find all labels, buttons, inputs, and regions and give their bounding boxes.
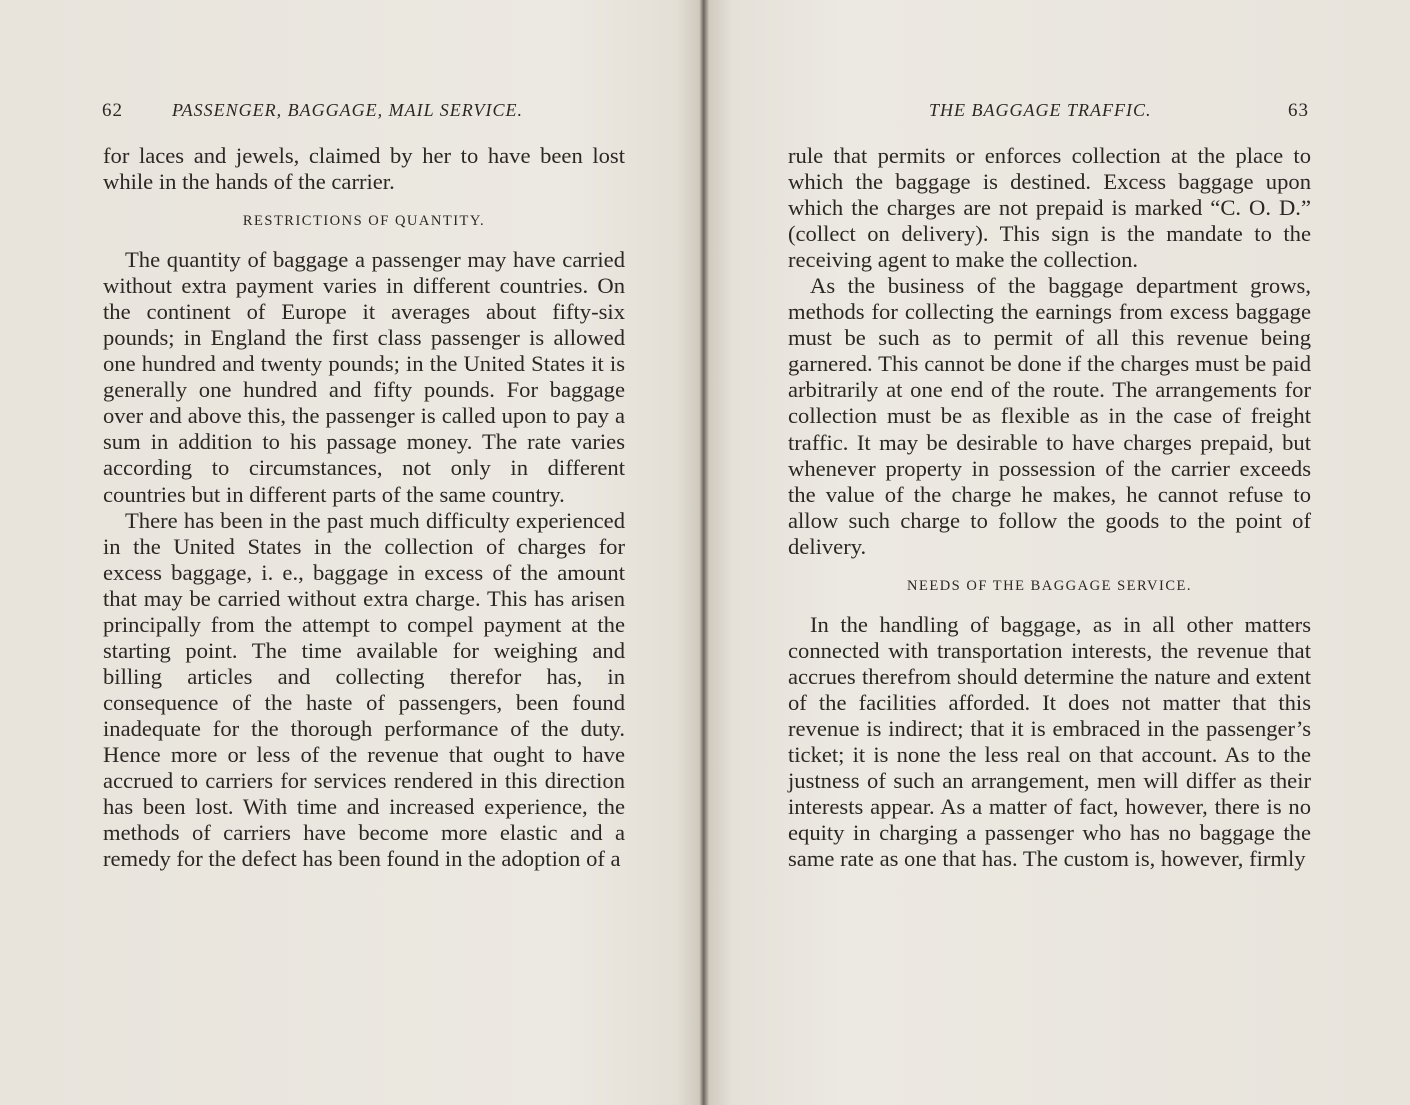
right-body-text: [788, 143, 1311, 872]
right-page: [705, 0, 1410, 1105]
left-paragraph-2: The quantity of baggage a passenger may have carried without extra payment varies in different countries. On the continent of Europe it averages about fifty-six pounds; in England the first class passenger is allowed one hundred and twenty pounds; in the United States it is generally one hundred and fifty pounds. For baggage over and above this, the passenger is called upon to pay a sum in addition to his passage money. The rate varies according to circumstances, not only in different countries but in different parts of the same country.: [103, 247, 625, 507]
left-page-number: 62: [102, 100, 123, 121]
right-paragraph-1: rule that permits or enforces collection at the place to which the baggage is destined. Excess baggage upon which the charges are not prepaid is marked “C. O. D.” (collect on delivery). This sign is the mandate to the receiving agent to make the collection.: [788, 143, 1311, 273]
right-running-header: [705, 100, 1410, 124]
left-body-text: [103, 143, 625, 872]
right-running-head: THE BAGGAGE TRAFFIC.: [929, 100, 1152, 120]
left-paragraph-1: for laces and jewels, claimed by her to have been lost while in the hands of the carrier.: [103, 143, 625, 195]
left-running-header: [0, 100, 705, 124]
left-running-head: PASSENGER, BAGGAGE, MAIL SERVICE.: [172, 100, 523, 120]
right-paragraph-3: In the handling of baggage, as in all other matters connected with transportation interests, the revenue that accrues therefrom should determine the nature and extent of the facilities afforded. It does not matter that this revenue is indirect; that it is embraced in the passenger’s ticket; it is none the less real on that account. As to the justness of such an arrangement, men will differ as their interests appear. As a matter of fact, however, there is no equity in charging a passenger who has no baggage the same rate as one that has. The custom is, however, firmly: [788, 611, 1311, 872]
left-subheading: RESTRICTIONS OF QUANTITY.: [242, 213, 486, 230]
left-paragraph-3: There has been in the past much difficulty experienced in the United States in the collection of charges for excess baggage, i. e., baggage in excess of the amount that may be carried without extra charge. This has arisen principally from the attempt to compel payment at the starting point. The time available for weighing and billing articles and collecting therefor has, in consequence of the haste of passengers, been found inadequate for the thorough performance of the duty. Hence more or less of the revenue that ought to have accrued to carriers for services rendered in this direction has been lost. With time and increased experience, the methods of carriers have become more elastic and a remedy for the defect has been found in the adoption of a: [103, 507, 625, 872]
right-subheading: NEEDS OF THE BAGGAGE SERVICE.: [907, 577, 1192, 594]
right-paragraph-2: As the business of the baggage department grows, methods for collecting the earnings from excess baggage must be such as to permit of all this revenue being garnered. This cannot be done if the charges must be paid arbitrarily at one end of the route. The arrangements for collection must be as flexible as in the case of freight traffic. It may be desirable to have charges prepaid, but whenever property in possession of the carrier exceeds the value of the charge he makes, he cannot refuse to allow such charge to follow the goods to the point of delivery.: [788, 273, 1311, 559]
right-page-number: 63: [1288, 100, 1309, 121]
